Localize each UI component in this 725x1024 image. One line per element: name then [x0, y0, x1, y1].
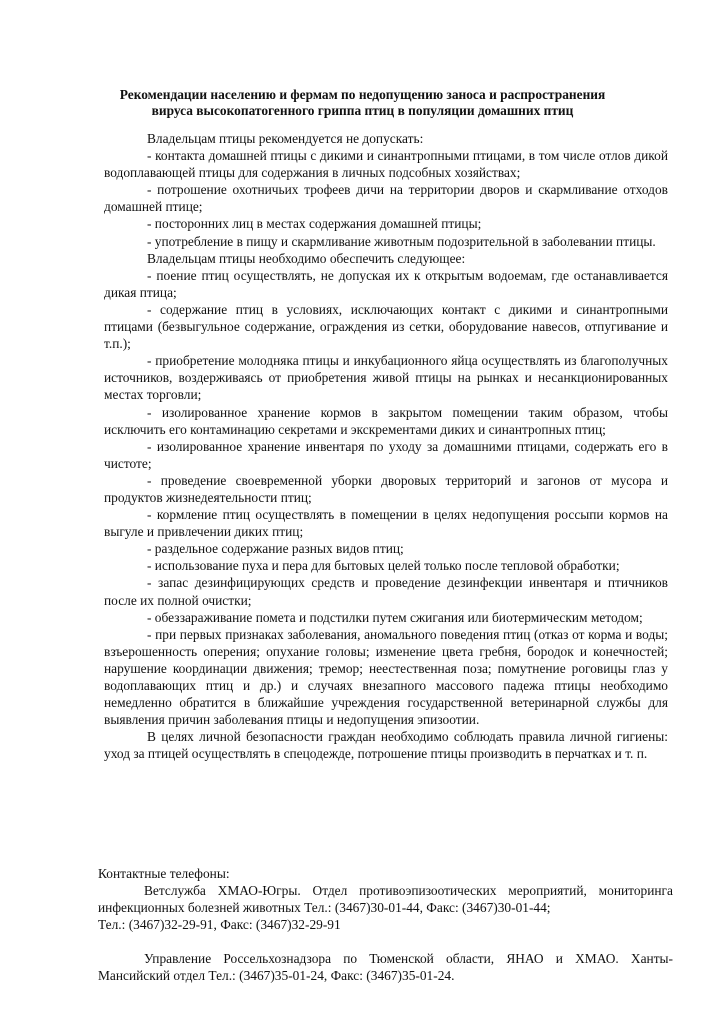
contact-rosselkhoznadzor: Управление Россельхознадзора по Тюменской области, ЯНАО и ХМАО. Ханты-Мансийский отдел Тел.: (3467)35-01-24, Факс: (3467)35-01-24. — [98, 951, 673, 984]
contact-vet-service-phones: Тел.: (3467)32-29-91, Факс: (3467)32-29-91 — [98, 917, 341, 933]
paragraph-intro-ensure: Владельцам птицы необходимо обеспечить следующее: — [147, 250, 466, 266]
list-item: - раздельное содержание разных видов птиц; — [147, 541, 404, 557]
list-item: - кормление птиц осуществлять в помещении в целях недопущения россыпи кормов на выгуле и привлечении диких птиц; — [104, 507, 668, 540]
list-item: - приобретение молодняка птицы и инкубационного яйца осуществлять из благополучных источников, воздерживаясь от приобретения живой птицы на рынках и несанкционированных местах торговли; — [104, 353, 668, 403]
list-item: - посторонних лиц в местах содержания домашней птицы; — [147, 216, 482, 232]
list-item: - при первых признаках заболевания, аномального поведения птиц (отказ от корма и воды; взъерошенность оперения; опухание головы; изменение цвета гребня, бородок и конечностей; нарушение координации движения; тремор; неестественная поза; помутнение роговицы глаз у водоплавающих птиц и др.) и случаях внезапного массового падежа птицы необходимо немедленно обратится в ближайшие учреждения государственной ветеринарной службы для выявления причин заболевания птицы и недопущения эпизоотии. — [104, 626, 668, 728]
document-title-line-2: вируса высокопатогенного гриппа птиц в популяции домашних птиц — [151, 103, 574, 118]
document-title-line-1: Рекомендации населению и фермам по недопущению заноса и распространения — [119, 87, 606, 102]
list-item: - поение птиц осуществлять, не допуская их к открытым водоемам, где останавливается дикая птица; — [104, 267, 668, 300]
list-item: - изолированное хранение кормов в закрытом помещении таким образом, чтобы исключить его контаминацию секретами и экскрементами диких и синантропных птиц; — [104, 404, 668, 437]
document-body — [104, 130, 668, 762]
contacts-section — [98, 865, 673, 985]
contacts-heading: Контактные телефоны: — [98, 866, 230, 881]
list-item: - употребление в пищу и скармливание животным подозрительной в заболевании птицы. — [147, 233, 656, 249]
list-item: - содержание птиц в условиях, исключающих контакт с дикими и синантропными птицами (безвыгульное содержание, ограждения из сетки, оборудование навесов, отпугивание и т.п.); — [104, 301, 668, 352]
contact-vet-service: Ветслужба ХМАО-Югры. Отдел противоэпизоотических мероприятий, мониторинга инфекционных болезней животных Тел.: (3467)30-01-44, Факс: (3467)30-01-44; — [98, 883, 673, 916]
paragraph-intro-prohibit: Владельцам птицы рекомендуется не допускать: — [147, 131, 424, 146]
list-item: - запас дезинфицирующих средств и проведение дезинфекции инвентаря и птичников после их полной очистки; — [104, 575, 668, 608]
list-item: - проведение своевременной уборки дворовых территорий и загонов от мусора и продуктов жизнедеятельности птиц; — [104, 472, 668, 505]
paragraph-hygiene: В целях личной безопасности граждан необходимо соблюдать правила личной гигиены: уход за птицей осуществлять в спецодежде, потрошение птицы производить в перчатках и т. п. — [104, 729, 668, 762]
list-item: - изолированное хранение инвентаря по уходу за домашними птицами, содержать его в чистоте; — [104, 438, 668, 471]
list-item: - обеззараживание помета и подстилки путем сжигания или биотермическим методом; — [147, 609, 643, 625]
list-item: - контакта домашней птицы с дикими и синантропными птицами, в том числе отлов дикой водоплавающей птицы для содержания в личных подсобных хозяйствах; — [104, 148, 668, 181]
list-item: - потрошение охотничьих трофеев дичи на территории дворов и скармливание отходов домашней птице; — [104, 182, 668, 215]
list-item: - использование пуха и пера для бытовых целей только после тепловой обработки; — [147, 558, 620, 574]
